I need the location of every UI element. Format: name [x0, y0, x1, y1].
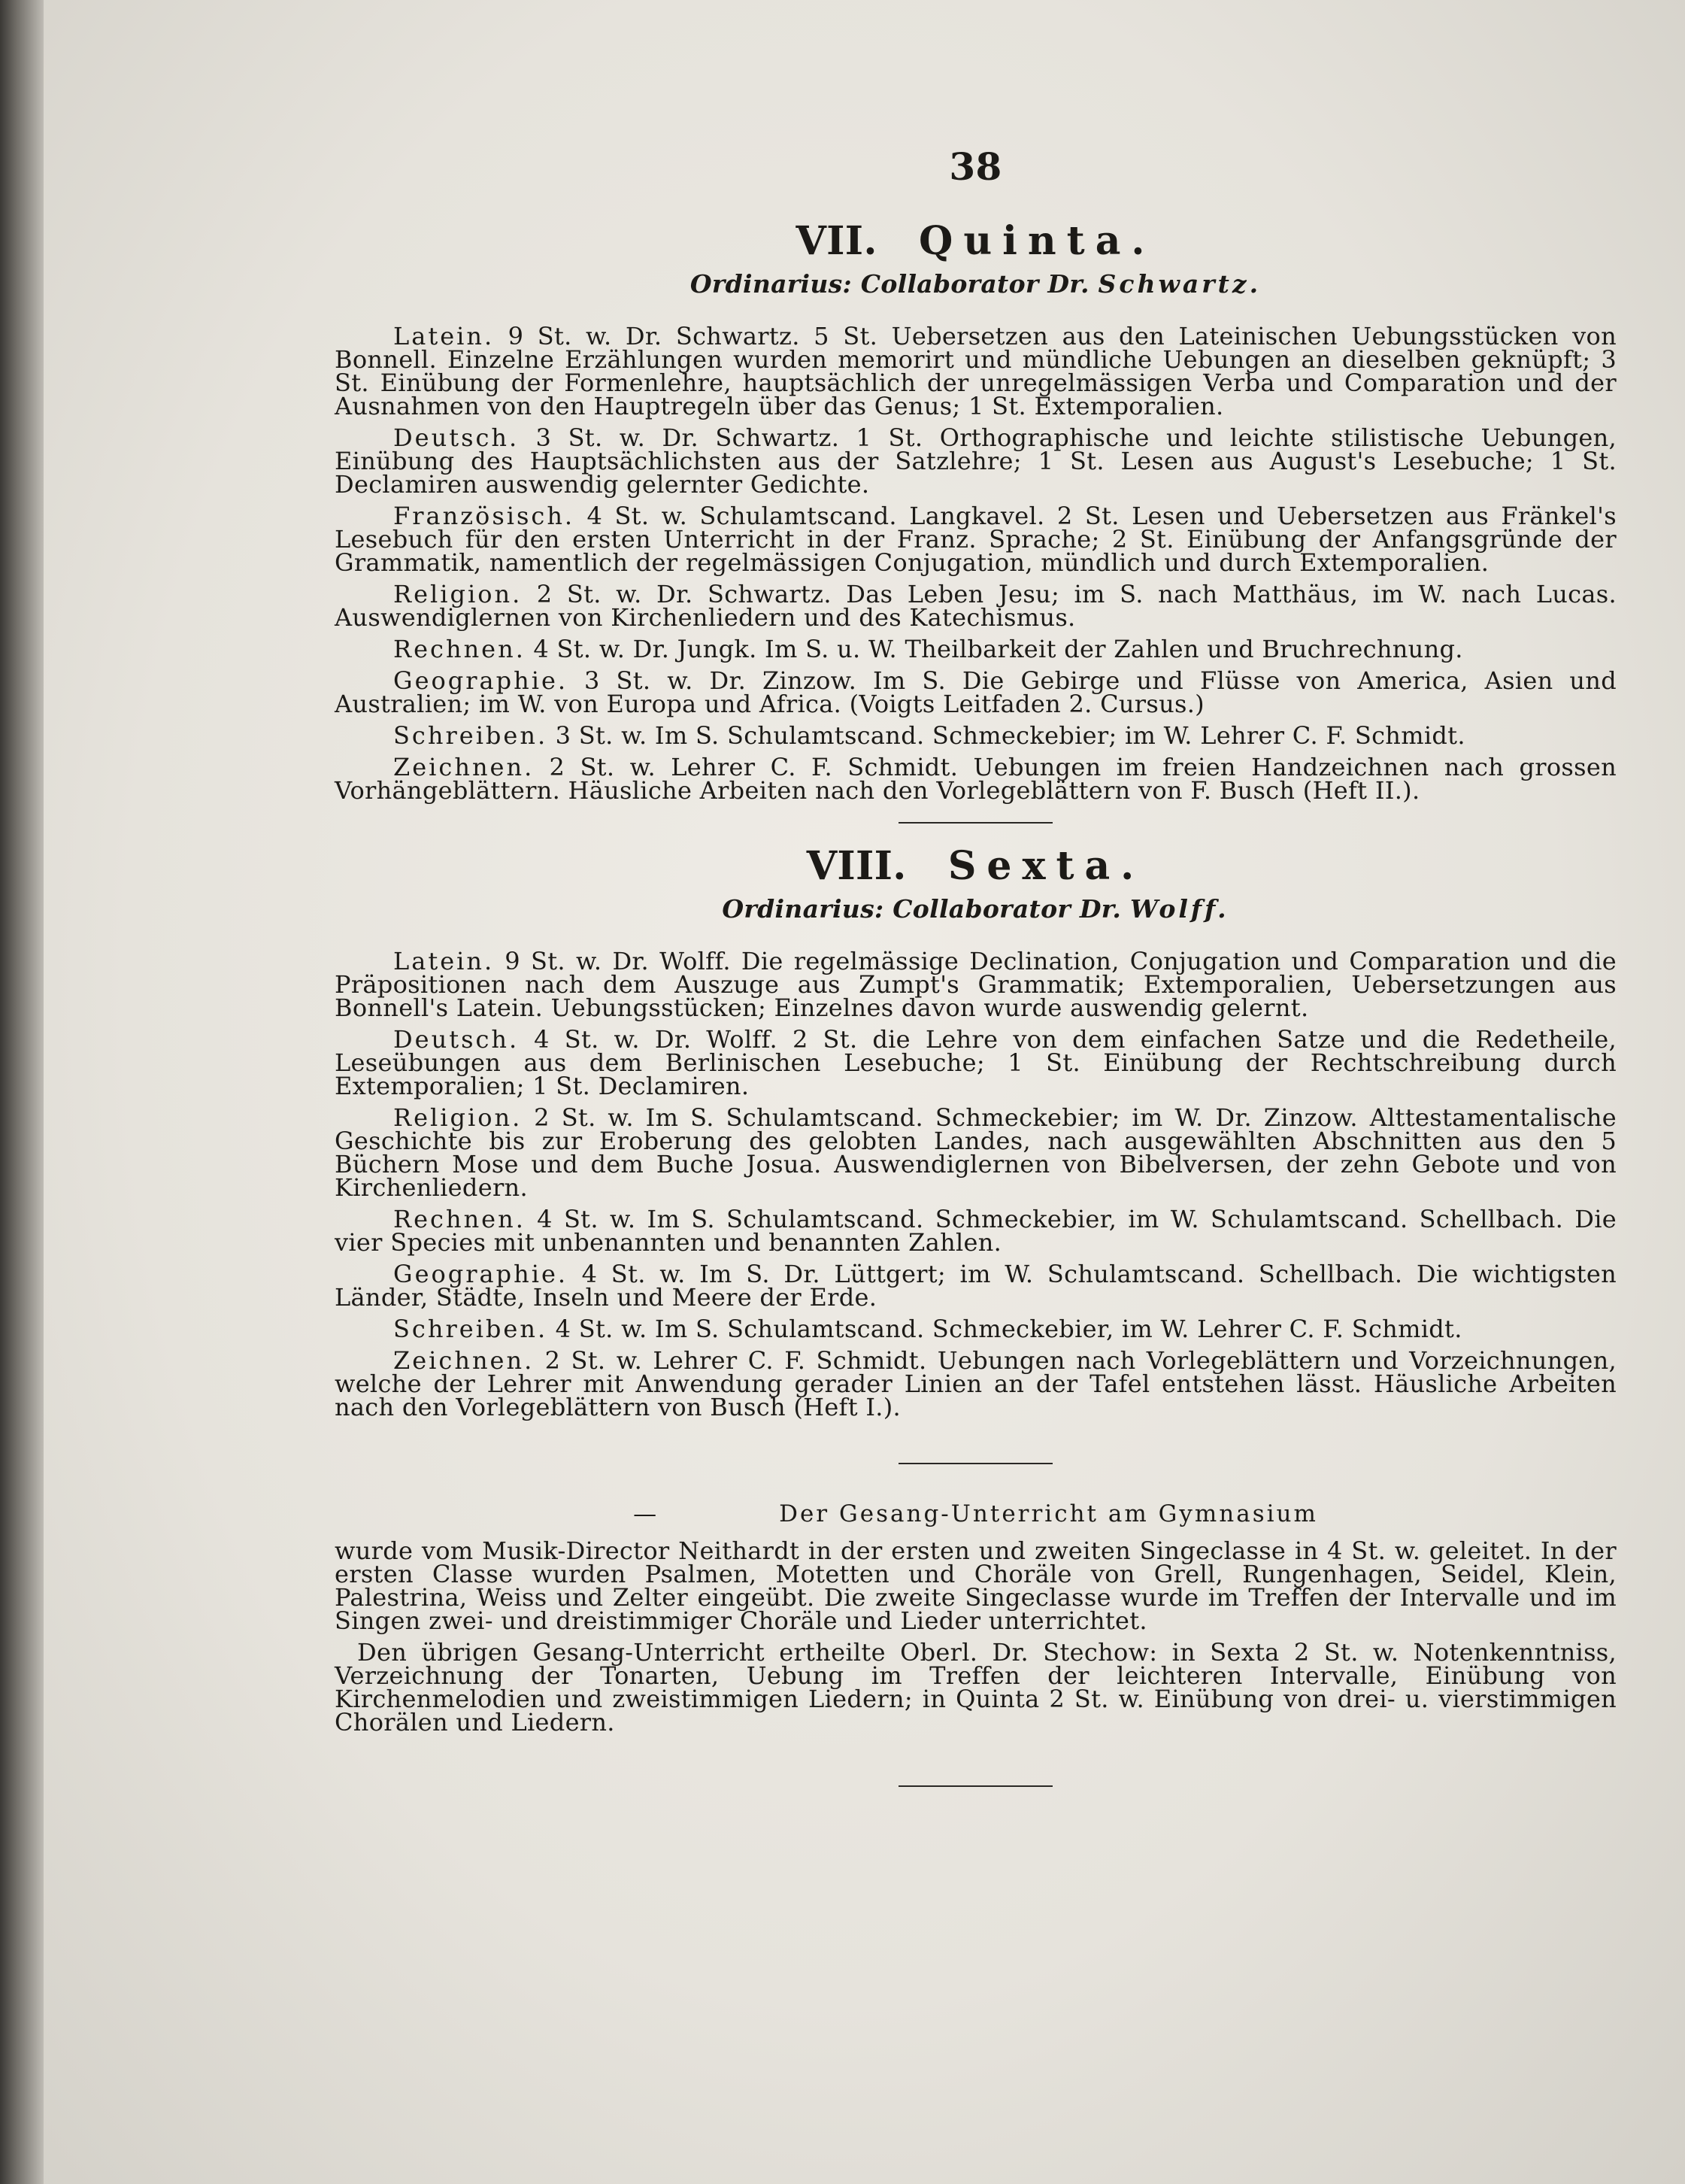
subject-entry	[335, 580, 1617, 632]
subject-text: 4 St. w. Im S. Schulamtscand. Schmeckebier, im W. Schulamtscand. Schellbach. Die vier Species mit unbenannten und benannten Zahlen.	[335, 1205, 1617, 1257]
subject-text: 4 St. w. Im S. Schulamtscand. Schmeckebier, im W. Lehrer C. F. Schmidt.	[555, 1315, 1462, 1343]
section-numeral: VII.	[796, 218, 877, 264]
subject-name: Schreiben.	[393, 1315, 548, 1343]
subject-name: Religion.	[393, 1103, 523, 1132]
ordinarius-label: Ordinarius: Collaborator Dr.	[689, 269, 1089, 299]
subject-name: Rechnen.	[393, 1205, 526, 1233]
subject-entry	[335, 666, 1617, 718]
subject-entry	[335, 1025, 1617, 1100]
subject-name: Latein.	[393, 947, 495, 975]
heading-dash: —	[633, 1500, 659, 1527]
subject-text: 4 St. w. Dr. Jungk. Im S. u. W. Theilbarkeit der Zahlen und Bruchrechnung.	[533, 635, 1463, 663]
subject-entry	[335, 1103, 1617, 1202]
subject-entry	[335, 322, 1617, 420]
subject-name: Deutsch.	[393, 1025, 520, 1054]
section-title-quinta	[335, 220, 1617, 263]
subject-name: Religion.	[393, 580, 523, 608]
gesang-paragraph: Den übrigen Gesang-Unterricht ertheilte Oberl. Dr. Stechow: in Sexta 2 St. w. Notenkenntniss, Verzeichnung der Tonarten, Uebung im Treffen der leichteren Intervalle, Einübung von Kirchenmelodien und zweistimmigen Liedern; in Quinta 2 St. w. Einübung von drei- u. vierstimmigen Chorälen und Liedern.	[335, 1638, 1617, 1737]
subject-text: 2 St. w. Lehrer C. F. Schmidt. Uebungen im freien Handzeichnen nach grossen Vorhängeblättern. Häusliche Arbeiten nach den Vorlegeblättern von F. Busch (Heft II.).	[335, 753, 1617, 805]
gesang-heading	[335, 1499, 1617, 1529]
gesang-heading-text: Der Gesang-Unterricht am Gymnasium	[779, 1500, 1318, 1527]
ordinarius-line	[335, 269, 1617, 299]
ordinarius-name: Schwartz.	[1098, 269, 1262, 299]
section-title-sexta	[335, 845, 1617, 888]
page-content	[335, 128, 1617, 1787]
ordinarius-name: Wolff.	[1130, 894, 1229, 924]
gesang-paragraph: wurde vom Musik-Director Neithardt in der ersten und zweiten Singeclasse in 4 St. w. geleitet. In der ersten Classe wurden Psalmen, Motetten und Choräle von Grell, Rungenhagen, Seidel, Klein, Palestrina, Weiss und Zelter eingeübt. Die zweite Singeclasse wurde im Treffen der Intervalle und im Singen zwei- und dreistimmiger Choräle und Lieder unterrichtet.	[335, 1536, 1617, 1635]
end-divider	[899, 1785, 1053, 1787]
subject-text: 3 St. w. Im S. Schulamtscand. Schmeckebier; im W. Lehrer C. F. Schmidt.	[555, 721, 1465, 750]
subject-name: Französisch.	[393, 502, 575, 530]
subject-name: Latein.	[393, 322, 495, 350]
subject-entry	[335, 1205, 1617, 1257]
section-gesang	[335, 1499, 1617, 1737]
subject-text: 2 St. w. Lehrer C. F. Schmidt. Uebungen nach Vorlegeblättern und Vorzeichnungen, welche der Lehrer mit Anwendung gerader Linien an der Tafel entstehen lässt. Häusliche Arbeiten nach den Vorlegeblättern von Busch (Heft I.).	[335, 1346, 1617, 1421]
section-name: Sexta.	[947, 843, 1145, 889]
subject-entry	[335, 1315, 1617, 1343]
subject-entry	[335, 753, 1617, 805]
subject-entry	[335, 502, 1617, 577]
subject-entry	[335, 721, 1617, 750]
subject-text: 4 St. w. Schulamtscand. Langkavel. 2 St. Lesen und Uebersetzen aus Fränkel's Lesebuch für den ersten Unterricht in der Franz. Sprache; 2 St. Einübung der Anfangsgründe der Grammatik, namentlich der regelmässigen Conjugation, mündlich und durch Extemporalien.	[335, 502, 1617, 577]
subject-name: Zeichnen.	[393, 1346, 535, 1375]
subject-text: 2 St. w. Dr. Schwartz. Das Leben Jesu; im S. nach Matthäus, im W. nach Lucas. Auswendiglernen von Kirchenliedern und des Katechismus.	[335, 580, 1617, 632]
section-divider	[899, 822, 1053, 824]
ordinarius-line	[335, 894, 1617, 924]
subject-entry	[335, 423, 1617, 499]
section-name: Quinta.	[919, 218, 1156, 264]
subject-text: 3 St. w. Dr. Zinzow. Im S. Die Gebirge und Flüsse von America, Asien und Australien; im W. von Europa und Africa. (Voigts Leitfaden 2. Cursus.)	[335, 666, 1617, 718]
subject-text: 2 St. w. Im S. Schulamtscand. Schmeckebier; im W. Dr. Zinzow. Alttestamentalische Geschichte bis zur Eroberung des gelobten Landes, nach ausgewählten Abschnitten aus den 5 Büchern Mose und dem Buche Josua. Auswendiglernen von Bibelversen, der zehn Gebote und von Kirchenliedern.	[335, 1103, 1617, 1202]
subject-entry	[335, 1260, 1617, 1312]
subject-name: Geographie.	[393, 1260, 568, 1288]
subject-name: Zeichnen.	[393, 753, 535, 781]
subject-name: Schreiben.	[393, 721, 548, 750]
subject-name: Rechnen.	[393, 635, 526, 663]
subject-name: Deutsch.	[393, 423, 520, 452]
subject-name: Geographie.	[393, 666, 568, 695]
page-number: 38	[949, 144, 1002, 189]
subject-entry	[335, 635, 1617, 663]
section-divider	[899, 1463, 1053, 1464]
section-quinta	[335, 218, 1617, 805]
subject-text: 4 St. w. Im S. Dr. Lüttgert; im W. Schulamtscand. Schellbach. Die wichtigsten Länder, Städte, Inseln und Meere der Erde.	[335, 1260, 1617, 1312]
section-sexta	[335, 845, 1617, 1419]
subject-text: 4 St. w. Dr. Wolff. 2 St. die Lehre von dem einfachen Satze und die Redetheile, Leseübungen aus dem Berlinischen Lesebuche; 1 St. Einübung der Rechtschreibung durch Extemporalien; 1 St. Declamiren.	[335, 1025, 1617, 1100]
page-gutter-shadow	[0, 0, 44, 2184]
subject-entry	[335, 1346, 1617, 1421]
section-numeral: VIII.	[806, 843, 907, 889]
ordinarius-label: Ordinarius: Collaborator Dr.	[722, 894, 1122, 924]
subject-text: 9 St. w. Dr. Schwartz. 5 St. Uebersetzen aus den Lateinischen Uebungsstücken von Bonnell. Einzelne Erzählungen wurden memorirt und mündliche Uebungen an dieselben geknüpft; 3 St. Einübung der Formenlehre, hauptsächlich der unregelmässigen Verba und Comparation und der Ausnahmen von den Hauptregeln über das Genus; 1 St. Extemporalien.	[335, 322, 1617, 420]
subject-entry	[335, 947, 1617, 1022]
subject-text: 3 St. w. Dr. Schwartz. 1 St. Orthographische und leichte stilistische Uebungen, Einübung des Hauptsächlichsten aus der Satzlehre; 1 St. Lesen aus August's Lesebuche; 1 St. Declamiren auswendig gelernter Gedichte.	[335, 423, 1617, 499]
subject-text: 9 St. w. Dr. Wolff. Die regelmässige Declination, Conjugation und Comparation und die Präpositionen nach dem Auszuge aus Zumpt's Grammatik; Extemporalien, Uebersetzungen aus Bonnell's Latein. Uebungsstücken; Einzelnes davon wurde auswendig gelernt.	[335, 947, 1617, 1022]
